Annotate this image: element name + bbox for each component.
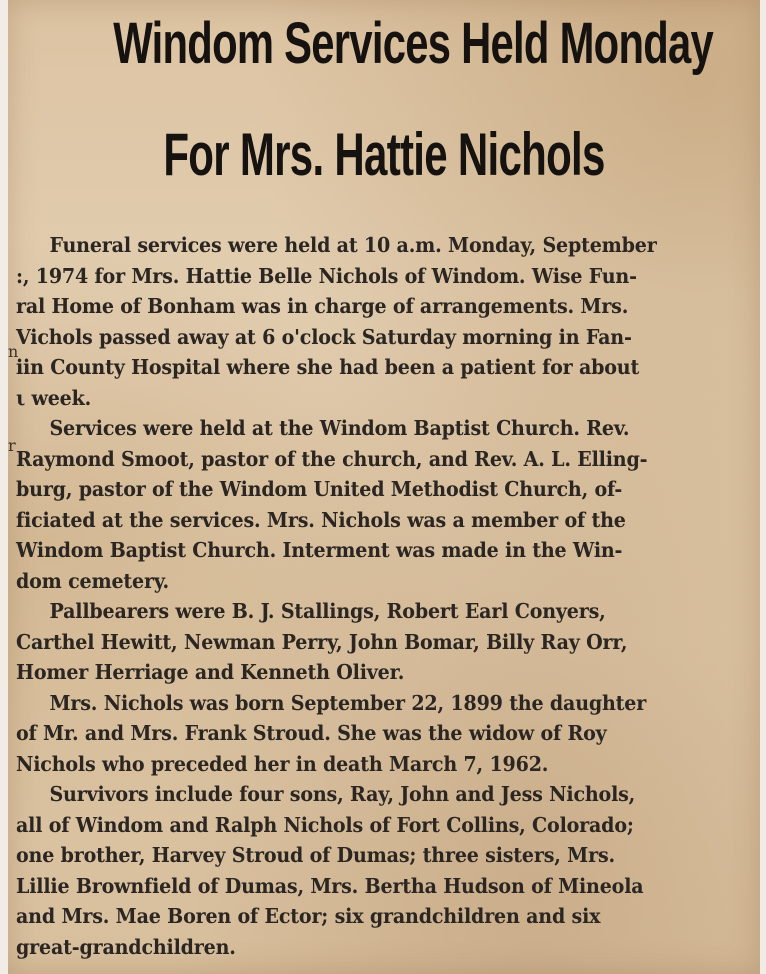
article-line: great-grandchildren. <box>16 934 236 959</box>
article-line: ral Home of Bonham was in charge of arrangements. Mrs. <box>16 294 629 318</box>
article-line: one brother, Harvey Stroud of Dumas; three sisters, Mrs. <box>16 843 615 867</box>
headline-line-1: Windom Services Held Monday <box>113 11 714 76</box>
article-line: Vichols passed away at 6 o'clock Saturday morning in Fan- <box>16 324 632 349</box>
article-body <box>16 230 754 962</box>
article-line: ι week. <box>16 385 92 410</box>
article-line: Lillie Brownfield of Dumas, Mrs. Bertha Hudson of Mineola <box>16 873 644 898</box>
article-line: Mrs. Nichols was born September 22, 1899 the daughter <box>49 690 647 715</box>
headline-line-2: For Mrs. Hattie Nichols <box>163 121 605 188</box>
article-line: Homer Herriage and Kenneth Oliver. <box>16 660 405 684</box>
article-line: dom cemetery. <box>16 568 169 593</box>
article-line: Funeral services were held at 10 a.m. Monday, September <box>49 233 657 257</box>
article-line: Pallbearers were B. J. Stallings, Robert Earl Conyers, <box>49 599 606 623</box>
article-line: ficiated at the services. Mrs. Nichols was a member of the <box>16 507 626 532</box>
article-line: Raymond Smoot, pastor of the church, and Rev. A. L. Elling- <box>16 446 648 471</box>
article-line: Survivors include four sons, Ray, John and Jess Nichols, <box>49 782 636 806</box>
article-line: Carthel Hewitt, Newman Perry, John Bomar, Billy Ray Orr, <box>16 629 628 654</box>
margin-mark: r <box>8 436 16 455</box>
article-line: :, 1974 for Mrs. Hattie Belle Nichols of Windom. Wise Fun- <box>16 263 637 288</box>
article-line: of Mr. and Mrs. Frank Stroud. She was the widow of Roy <box>16 721 607 745</box>
article-line: burg, pastor of the Windom United Methodist Church, of- <box>16 477 623 501</box>
article-line: Services were held at the Windom Baptist Church. Rev. <box>49 416 630 440</box>
article-line: and Mrs. Mae Boren of Ector; six grandchildren and six <box>16 904 601 928</box>
article-line: all of Windom and Ralph Nichols of Fort Collins, Colorado; <box>16 812 634 837</box>
article-line: Nichols who preceded her in death March 7, 1962. <box>16 751 549 776</box>
article-line: Windom Baptist Church. Interment was made in the Win- <box>16 538 623 562</box>
article-line: iin County Hospital where she had been a patient for about <box>16 355 640 379</box>
margin-mark: n <box>8 342 19 361</box>
newspaper-clipping <box>8 0 760 974</box>
